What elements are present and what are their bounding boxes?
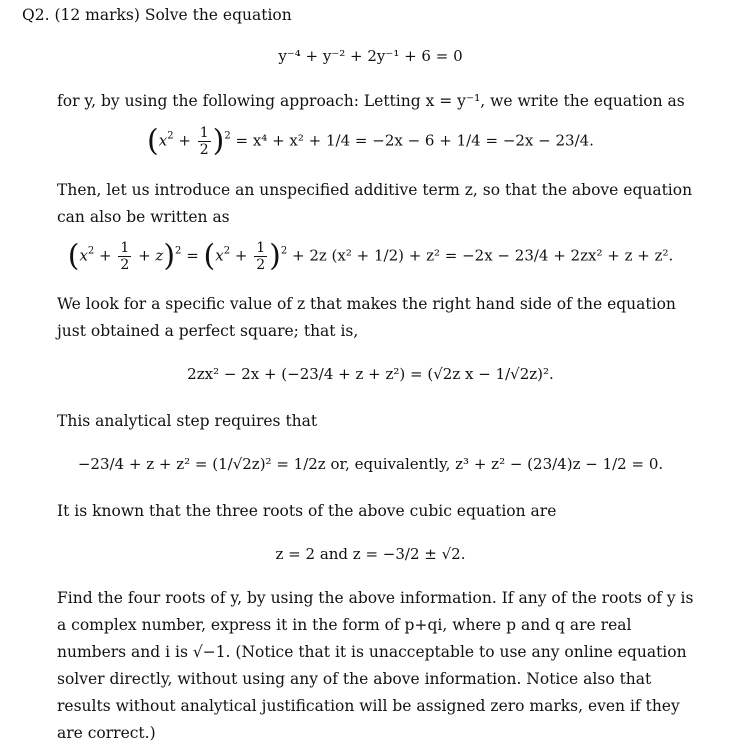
question-number: Q2.	[22, 6, 50, 24]
equation-2-rhs: + 2z (x² + 1/2) + z² = −2x − 23/4 + 2zx² + z + z².	[292, 246, 674, 265]
equation-3: 2zx² − 2x + (−23/4 + z + z²) = (√2z x − 1/√2z)².	[187, 365, 554, 383]
question-marks: (12 marks)	[54, 6, 140, 24]
main-equation: y⁻⁴ + y⁻² + 2y⁻¹ + 6 = 0	[278, 47, 463, 65]
paragraph-perfect-square: We look for a specific value of z that makes the right hand side of the equation just obtained a perfect square; that is,	[57, 295, 676, 340]
paragraph-cubic-roots: It is known that the three roots of the above cubic equation are	[57, 502, 557, 520]
equation-4-connector: or, equivalently,	[330, 455, 451, 473]
equation-2: ($x^2$ + $\frac{1}{2}$ + $z)^2 = (x^2$ + $\frac{1}{2}$ )$^2$ + 2z (x² + 1/2) + z² = −2x − 23/4 + 2zx² + z + z².	[67, 238, 674, 274]
question-header	[22, 5, 722, 25]
equation-4-right: z³ + z² − (23/4)z − 1/2 = 0.	[455, 455, 664, 473]
paragraph-additive-term: Then, let us introduce an unspecified additive term z, so that the above equation can also be written as	[57, 181, 693, 226]
equation-1: ($x^2$ + $\frac{1}{2}$ )$^2$ = x⁴ + x² + 1/4 = −2x − 6 + 1/4 = −2x − 23/4.	[147, 123, 594, 159]
question-instruction: Solve the equation	[144, 6, 292, 24]
paragraph-analytical-step: This analytical step requires that	[57, 412, 318, 430]
paragraph-task: Find the four roots of y, by using the above information. If any of the roots of y is a complex number, express it in the form of p+qi, where p and q are real numbers and i is √−1. (Notice that it is unacceptable to use any online equation solver directly, without using any of the above information. Notice also that results without analytical justification will be assigned zero marks, even if they are correct.)	[57, 589, 694, 742]
equation-4	[0, 455, 741, 473]
equation-4-left: −23/4 + z + z² = (1/√2z)² = 1/2z	[77, 455, 326, 473]
equation-1-rhs: = x⁴ + x² + 1/4 = −2x − 6 + 1/4 = −2x − 23/4.	[235, 131, 594, 150]
paragraph-approach: for y, by using the following approach: Letting x = y⁻¹, we write the equation as	[57, 92, 685, 110]
equation-5: z = 2 and z = −3/2 ± √2.	[275, 545, 466, 563]
